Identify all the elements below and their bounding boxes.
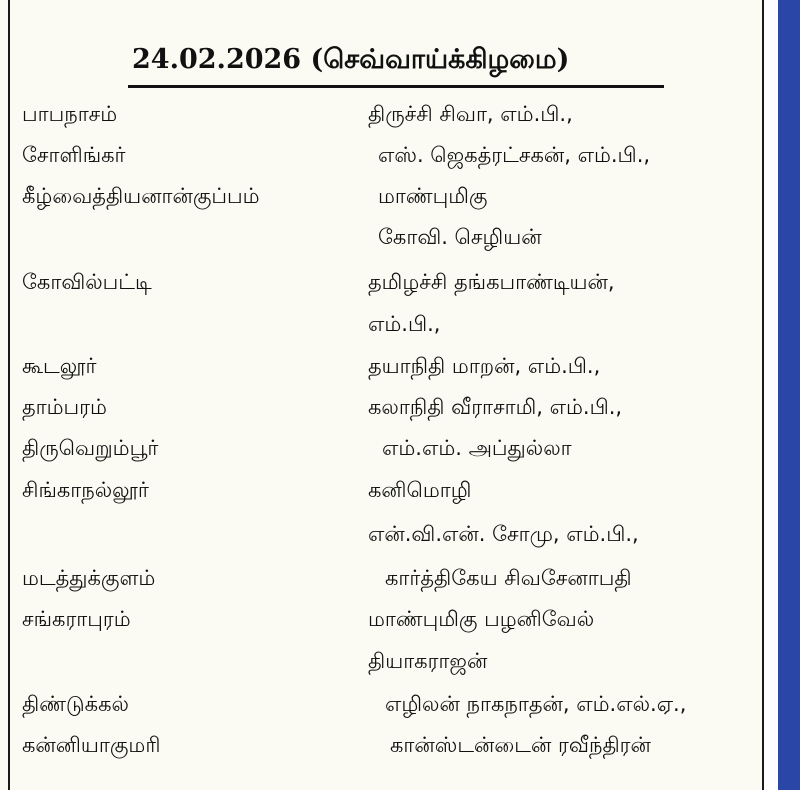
place-name: திருவெறும்பூர் bbox=[22, 436, 159, 460]
schedule-row bbox=[0, 270, 762, 310]
speaker-name: தயாநிதி மாறன், எம்.பி., bbox=[368, 354, 601, 378]
schedule-row bbox=[0, 395, 762, 435]
schedule-row bbox=[0, 436, 762, 476]
speaker-name: திருச்சி சிவா, எம்.பி., bbox=[368, 102, 573, 126]
date-heading: 24.02.2026 (செவ்வாய்க்கிழமை) bbox=[132, 44, 570, 75]
schedule-row bbox=[0, 522, 762, 562]
schedule-row bbox=[0, 649, 762, 689]
speaker-name: கனிமொழி bbox=[368, 478, 472, 502]
schedule-row bbox=[0, 102, 762, 142]
schedule-row bbox=[0, 733, 762, 773]
speaker-name: எம்.பி., bbox=[368, 312, 441, 336]
speaker-name: கார்த்திகேய சிவசேனாபதி bbox=[385, 566, 632, 590]
schedule-row bbox=[0, 225, 762, 265]
place-name: பாபநாசம் bbox=[22, 102, 118, 126]
schedule-row bbox=[0, 312, 762, 352]
schedule-row bbox=[0, 143, 762, 183]
schedule-row bbox=[0, 354, 762, 394]
speaker-name: எஸ். ஜெகத்ரட்சகன், எம்.பி., bbox=[378, 143, 651, 167]
schedule-row bbox=[0, 607, 762, 647]
heading-underline bbox=[128, 85, 664, 88]
place-name: சோளிங்கர் bbox=[22, 143, 126, 167]
place-name: கோவில்பட்டி bbox=[22, 270, 152, 294]
place-name: சங்கராபுரம் bbox=[22, 607, 131, 631]
schedule-row bbox=[0, 692, 762, 732]
schedule-row bbox=[0, 566, 762, 606]
speaker-name: எம்.எம். அப்துல்லா bbox=[382, 436, 572, 460]
place-name: மடத்துக்குளம் bbox=[22, 566, 156, 590]
place-name: சிங்காநல்லூர் bbox=[22, 478, 149, 502]
speaker-name: கோவி. செழியன் bbox=[378, 225, 542, 249]
speaker-name: மாண்புமிகு bbox=[378, 184, 488, 208]
schedule-row bbox=[0, 184, 762, 224]
place-name: கூடலூர் bbox=[22, 354, 97, 378]
place-name: திண்டுக்கல் bbox=[22, 692, 129, 716]
place-name: கீழ்வைத்தியனான்குப்பம் bbox=[22, 184, 260, 208]
speaker-name: எழிலன் நாகநாதன், எம்.எல்.ஏ., bbox=[385, 692, 687, 716]
speaker-name: கான்ஸ்டன்டைன் ரவீந்திரன் bbox=[390, 733, 651, 757]
speaker-name: மாண்புமிகு பழனிவேல் bbox=[368, 607, 595, 631]
place-name: கன்னியாகுமரி bbox=[22, 733, 161, 757]
speaker-name: கலாநிதி வீராசாமி, எம்.பி., bbox=[368, 395, 623, 419]
blue-edge-strip bbox=[778, 0, 800, 790]
speaker-name: என்.வி.என். சோமு, எம்.பி., bbox=[368, 522, 639, 546]
margin-gap bbox=[764, 0, 778, 790]
speaker-name: தியாகராஜன் bbox=[368, 649, 488, 673]
schedule-row bbox=[0, 478, 762, 518]
speaker-name: தமிழச்சி தங்கபாண்டியன், bbox=[368, 270, 615, 294]
place-name: தாம்பரம் bbox=[22, 395, 107, 419]
